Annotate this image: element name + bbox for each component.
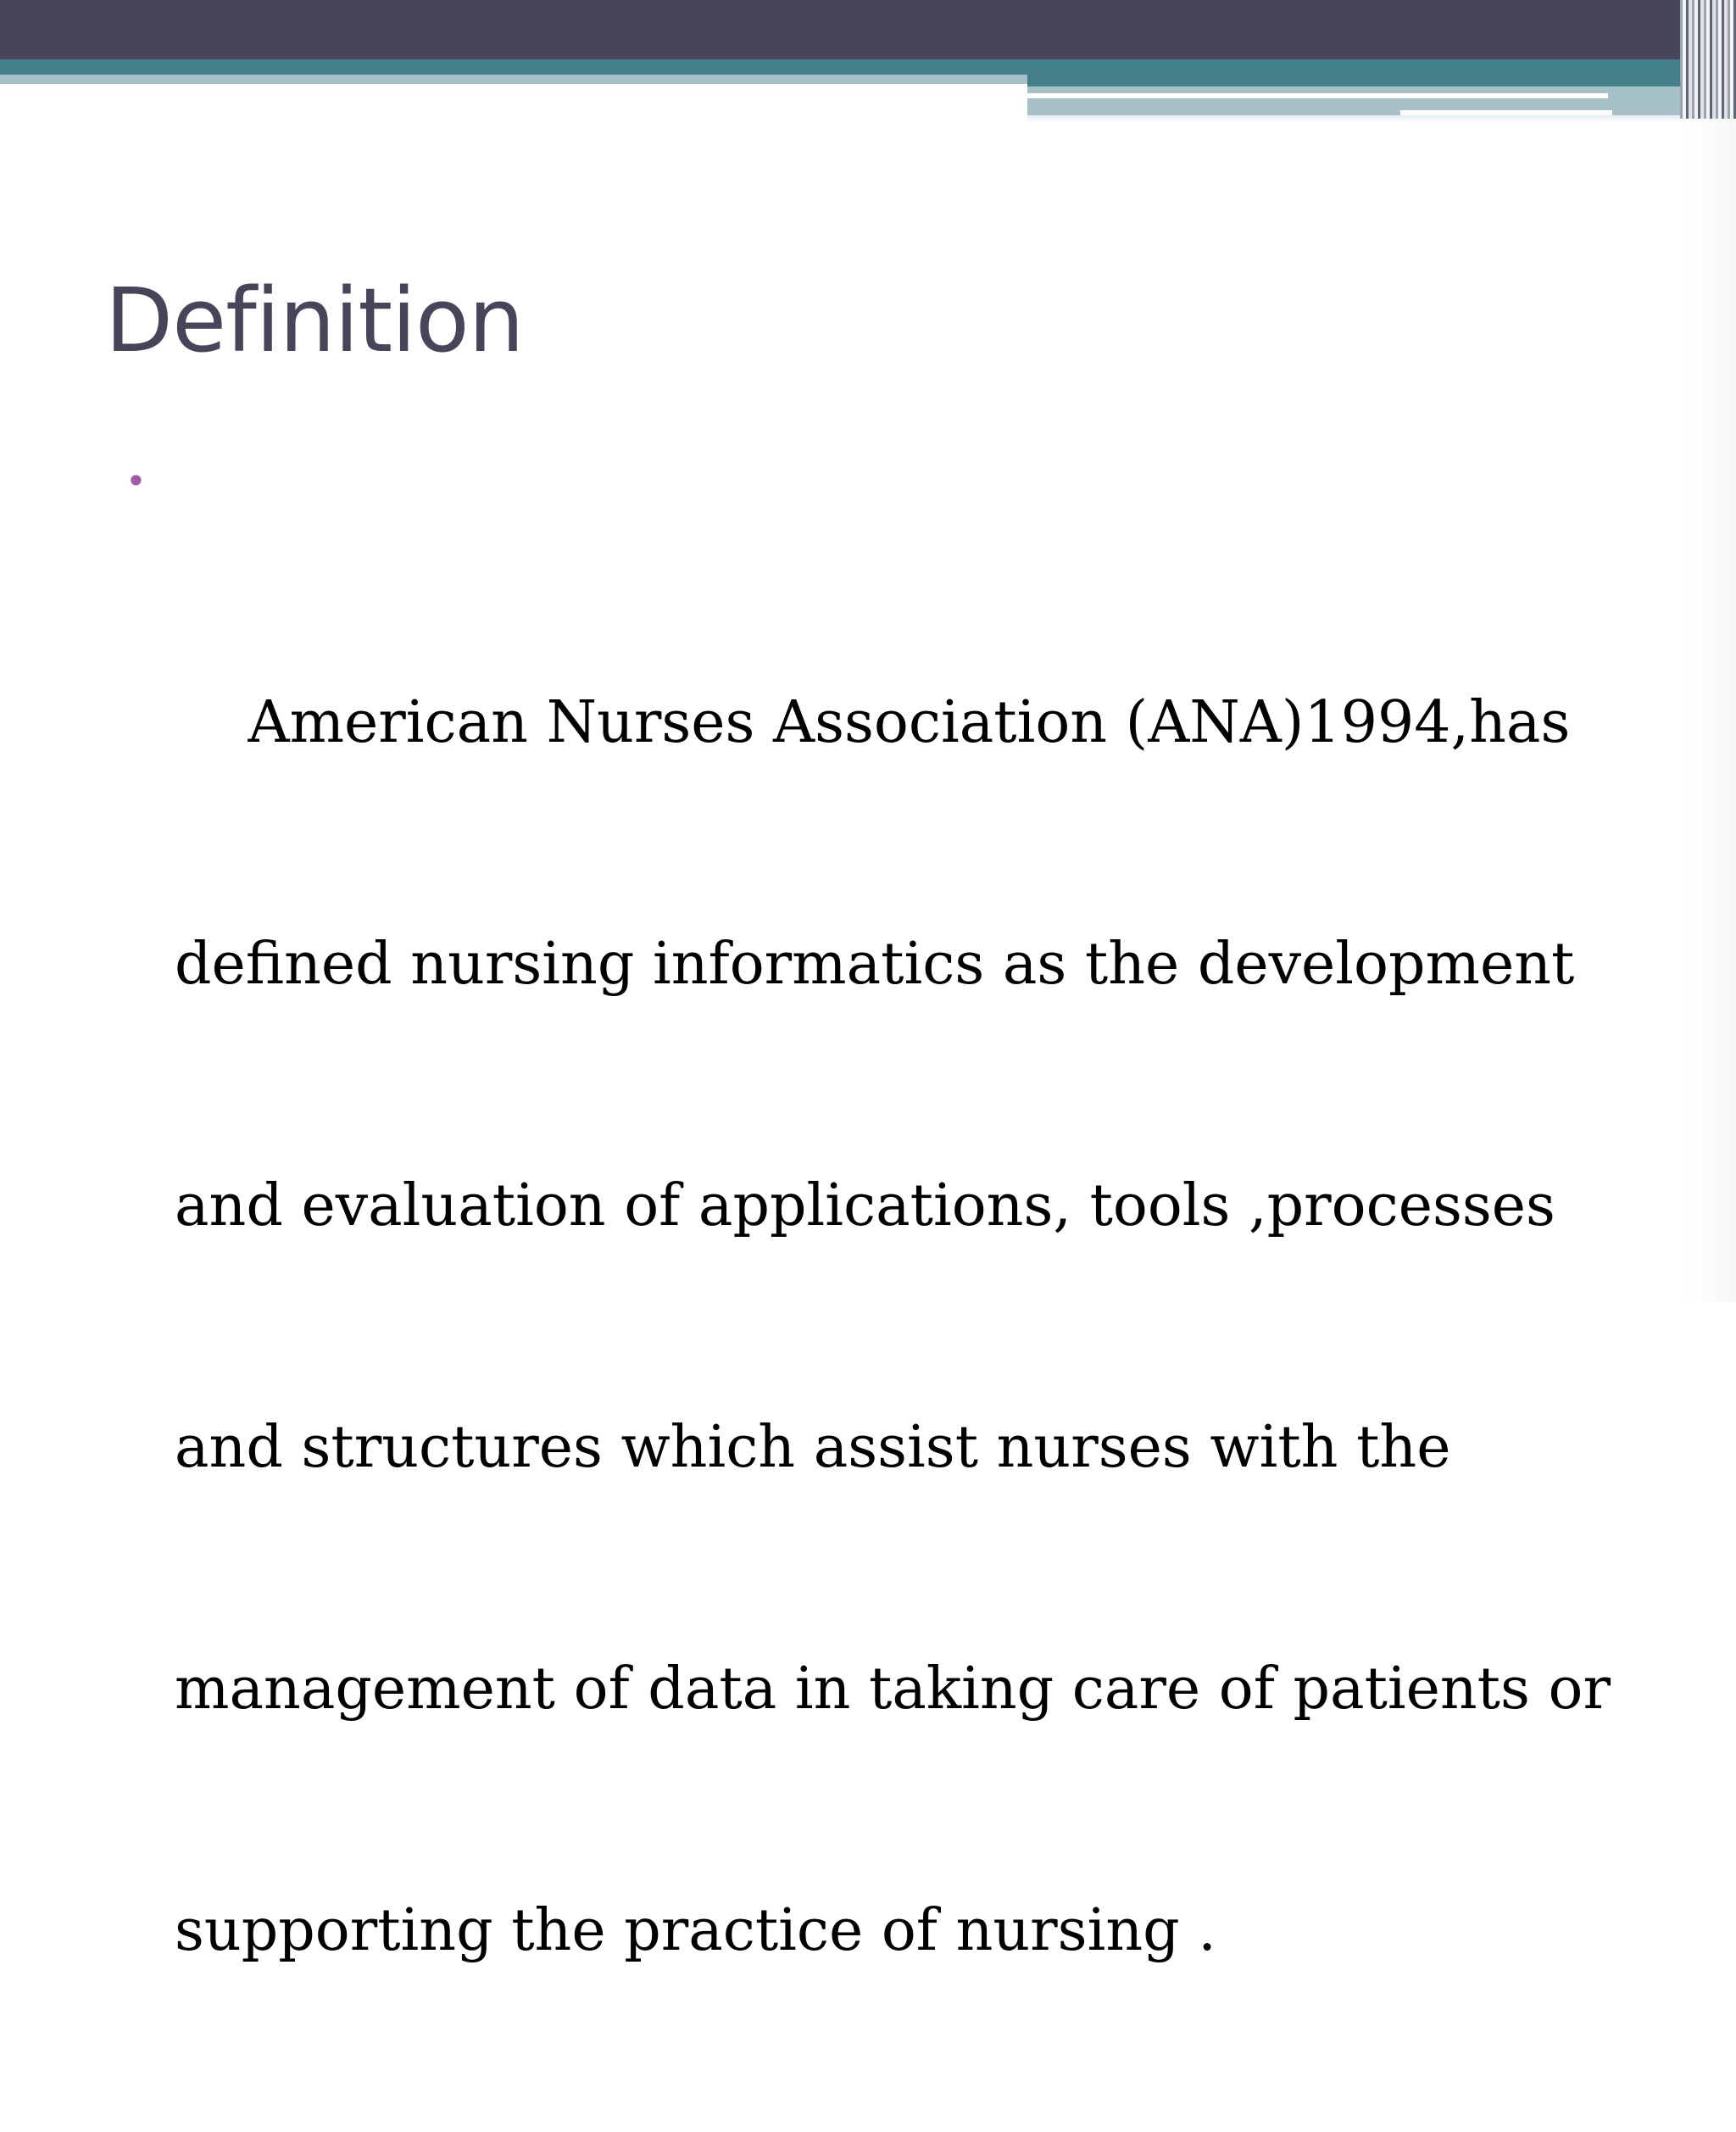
bullet-text-line: supporting the practice of nursing . — [175, 1897, 1216, 1964]
right-edge-stripes — [1680, 0, 1736, 119]
header-band-light-right — [1027, 86, 1736, 115]
slide-title: Definition — [105, 269, 524, 372]
header-divider-line — [1027, 93, 1608, 98]
bullet-text-line: and evaluation of applications, tools ,processes — [175, 1172, 1555, 1239]
header-band-light-left — [0, 75, 1027, 84]
header-band-teal — [0, 59, 1736, 75]
header-band-dark — [0, 0, 1736, 59]
bullet-dot-icon: • — [125, 460, 147, 502]
bullet-text-line: management of data in taking care of patients or — [175, 1656, 1611, 1723]
bullet-list — [125, 441, 1651, 2132]
header-band-teal-right — [1027, 75, 1736, 86]
header-fade — [1027, 115, 1736, 122]
right-edge-shade — [1680, 119, 1736, 1302]
bullet-text-line: defined nursing informatics as the development — [175, 931, 1575, 998]
bullet-item — [125, 441, 1651, 2132]
bullet-text-line: American Nurses Association (ANA)1994,has — [175, 689, 1571, 756]
bullet-text-line: and structures which assist nurses with the — [175, 1414, 1451, 1481]
